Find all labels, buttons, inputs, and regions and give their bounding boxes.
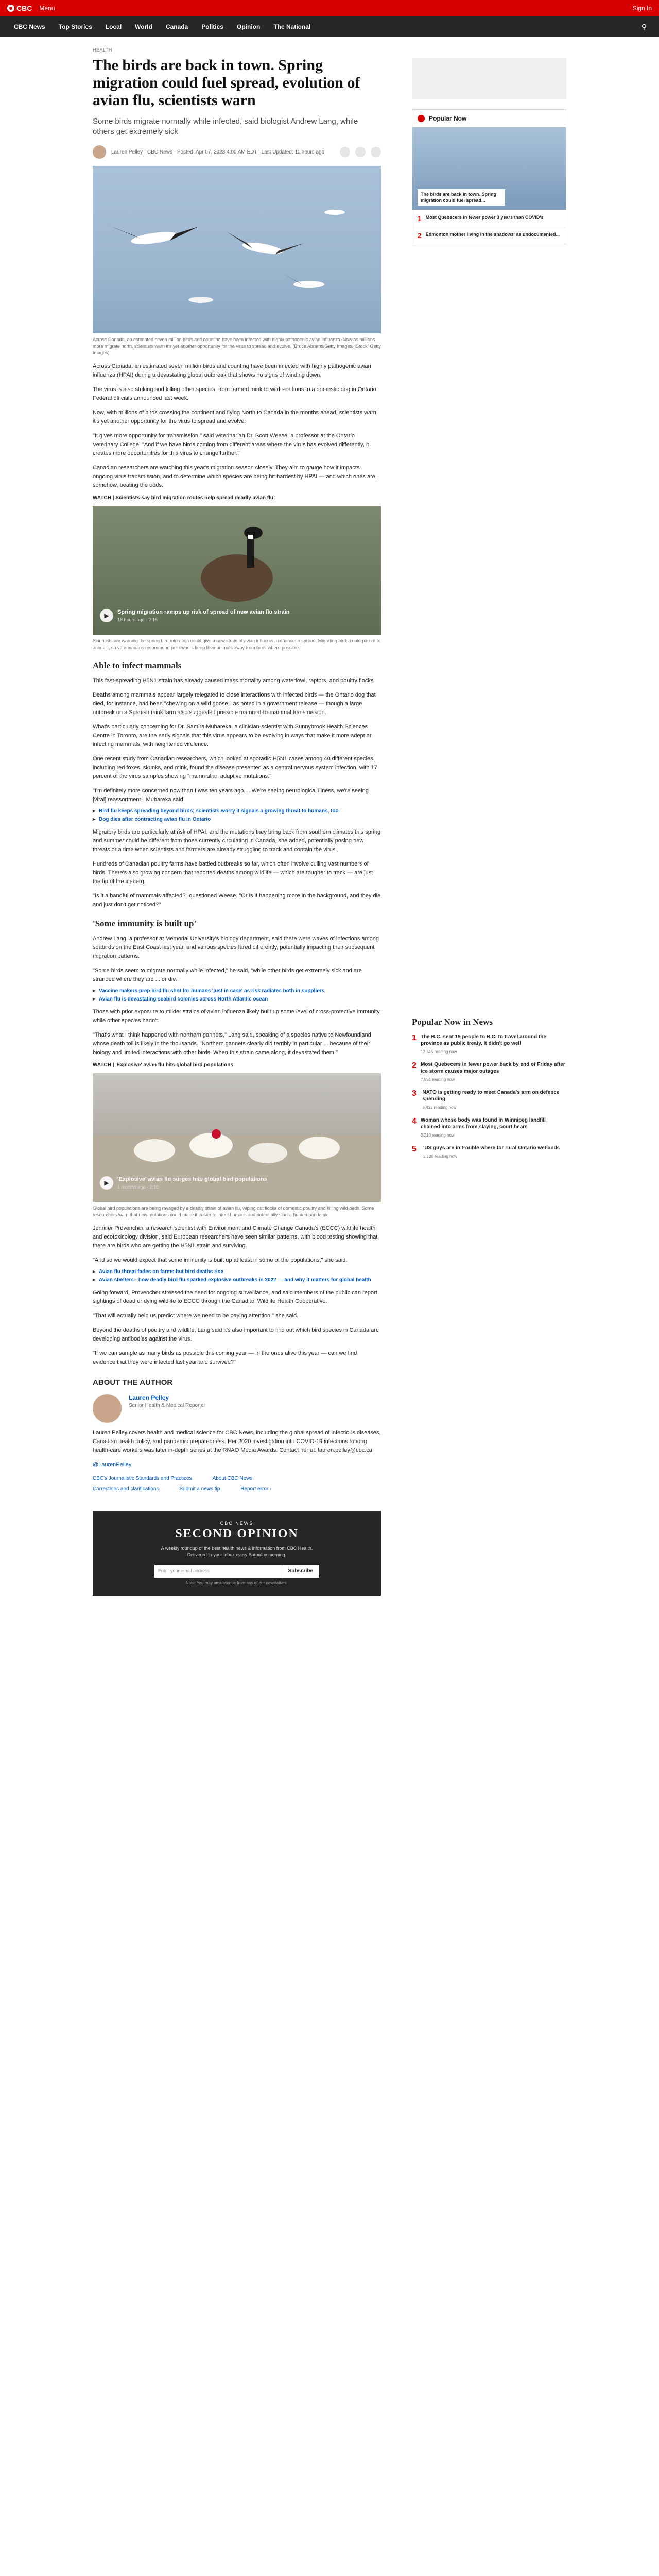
- video-caption: Global bird populations are being ravaged by a deadly strain of avian flu, wiping out flocks of domestic poultry and killing wild birds. Some researchers warn that new mutations could make it easier to infect humans and potentially start a human pandemic.: [93, 1206, 374, 1217]
- paragraph: Migratory birds are particularly at risk of HPAI, and the mutations they bring back from southern climates this spring and summer could be different from those currently circulating in Canada, she added, potentially posing new threats or a time when scientists and farmers are already struggling to track and contain the virus.: [93, 829, 381, 853]
- paragraph: "If we can sample as many birds as possible this coming year — in the ones alive this year — can we find evidence that they were infected last year and survived?": [93, 1350, 357, 1365]
- related-link[interactable]: ▸ Avian flu is devastating seabird colonies across North Atlantic ocean: [93, 996, 381, 1002]
- paragraph: "And so we would expect that some immunity is built up at least in some of the populations," she said.: [93, 1257, 348, 1263]
- standards-links: [93, 1486, 381, 1492]
- paragraph: Across Canada, an estimated seven million birds and counting have been infected with highly pathogenic avian influenza (HPAI) during a devastating global outbreak that shows no signs of winding down.: [93, 363, 371, 378]
- news-nav: [0, 16, 659, 37]
- play-icon[interactable]: ▶: [100, 1176, 113, 1190]
- paragraph: Now, with millions of birds crossing the continent and flying North to Canada in the months ahead, scientists warn it's yet another opportunity for the virus to spread and evolve.: [93, 410, 376, 425]
- related-links: [93, 1269, 381, 1283]
- author-avatar: [93, 145, 106, 159]
- related-links: [93, 808, 381, 822]
- related-link[interactable]: ▸ Avian shelters - how deadly bird flu sparked explosive outbreaks in 2022 — and why it matters for global health: [93, 1277, 381, 1283]
- cbc-gem-icon: [7, 5, 14, 12]
- nav-the-national[interactable]: The National: [273, 23, 311, 30]
- related-link[interactable]: ▸ Bird flu keeps spreading beyond birds; scientists worry it signals a growing threat to humans, too: [93, 808, 381, 814]
- sign-in-link[interactable]: Sign In: [632, 5, 652, 12]
- cbc-gem-icon: [418, 115, 425, 122]
- watch-label: WATCH | 'Explosive' avian flu hits global bird populations:: [93, 1062, 235, 1068]
- video-duration: 4 months ago · 2:10: [117, 1184, 159, 1190]
- chicken-farm-video-frame: [93, 1073, 381, 1202]
- popular-in-news-title: Popular Now in News: [412, 1017, 493, 1027]
- related-link[interactable]: ▸ Dog dies after contracting avian flu in Ontario: [93, 817, 381, 822]
- newsletter-legal: Note: You may unsubscribe from any of our newsletters.: [185, 1581, 288, 1585]
- section-label[interactable]: HEALTH: [93, 47, 112, 53]
- author-twitter: [93, 1461, 381, 1469]
- nav-politics[interactable]: Politics: [201, 23, 223, 30]
- snow-geese-image: [93, 166, 381, 333]
- page-wrap: [93, 37, 566, 2576]
- related-link[interactable]: ▸ Avian flu threat fades on farms but bird deaths rise: [93, 1269, 381, 1275]
- newsletter-brand: CBC NEWS: [220, 1521, 254, 1526]
- video-player[interactable]: [93, 1073, 381, 1202]
- popular-news-item[interactable]: 1 The B.C. sent 19 people to B.C. to travel around the province as public treaty. It didn't go well 12,345 reading now: [412, 1033, 546, 1054]
- facebook-share-icon[interactable]: [340, 147, 350, 157]
- newsletter-description: A weekly roundup of the best health news & information from CBC Health. Delivered to your inbox every Saturday morning.: [161, 1546, 313, 1557]
- popular-hero-title: The birds are back in town. Spring migration could fuel spread...: [418, 189, 505, 206]
- nav-world[interactable]: World: [135, 23, 152, 30]
- newsletter-signup: [93, 1511, 381, 1596]
- article: [93, 37, 381, 1596]
- goose-video-frame: [93, 506, 381, 635]
- menu-button[interactable]: Menu: [39, 5, 55, 12]
- lead-photo-caption: Across Canada, an estimated seven million birds and counting have been infected with highly pathogenic avian influenza. Now as millions more migrate north, scientists warn it's yet another opportunity for the virus to spread and evolve. (Bruce Abrams/Getty Images/ iStock/ Getty Images): [93, 337, 381, 355]
- twitter-share-icon[interactable]: [355, 147, 366, 157]
- newsletter-title: SECOND OPINION: [175, 1527, 299, 1540]
- popular-item[interactable]: 2 Edmonton mother living in the shadows' as undocumented...: [412, 227, 566, 244]
- paragraph: "It gives more opportunity for transmission," said veterinarian Dr. Scott Weese, a professor at the Ontario Veterinary College. "And if we have birds coming from different areas where the virus has evolved differently, it creates more opportunities for this virus to change further.": [93, 433, 369, 456]
- paragraph: The virus is also striking and killing other species, from farmed mink to wild sea lions to a domestic dog in Ontario. Federal officials announced last week.: [93, 386, 378, 401]
- headline: The birds are back in town. Spring migration could fuel spread, evolution of avian flu, scientists warn: [93, 57, 360, 109]
- share-tools: [340, 147, 381, 157]
- video-caption: Scientists are warning the spring bird migration could give a new strain of avian influenza a chance to spread. Migrating birds could pass it to animals, so veterinarians recommend pet owners keep their animals away from birds where possible.: [93, 638, 381, 650]
- deck: Some birds migrate normally while infected, said biologist Andrew Lang, while others get extremely sick: [93, 117, 358, 136]
- paragraph: What's particularly concerning for Dr. Samira Mubareka, a clinician-scientist with Sunnybrook Health Sciences Centre in Toronto, are the early signals that this virus appears to be evolving in ways that make it more adept at infecting mammals, with heightened virulence.: [93, 724, 371, 748]
- paragraph: Jennifer Provencher, a research scientist with Environment and Climate Change Canada's (ECCC) wildlife health and ecotoxicology division, said European researchers have seen similar patterns, with blood testing showing that there are birds who are getting the H5N1 strain and surviving.: [93, 1225, 378, 1249]
- nav-opinion[interactable]: Opinion: [236, 23, 261, 30]
- email-share-icon[interactable]: [371, 147, 381, 157]
- video-title: Spring migration ramps up risk of spread of new avian flu strain: [117, 609, 290, 615]
- about-cbc-news-link[interactable]: About CBC News: [212, 1476, 253, 1481]
- nav-top-stories[interactable]: Top Stories: [58, 23, 92, 30]
- jsp-link[interactable]: CBC's Journalistic Standards and Practices: [93, 1476, 192, 1481]
- paragraph: "I'm definitely more concerned now than I was ten years ago.... We're seeing neurological illness, we're seeing [viral] reassortment," Mubareka said.: [93, 788, 369, 803]
- news-tip-link[interactable]: Submit a news tip: [179, 1486, 220, 1492]
- newsletter-form: [154, 1565, 319, 1578]
- about-author-heading: ABOUT THE AUTHOR: [93, 1378, 173, 1387]
- video-duration: 18 hours ago · 2:15: [117, 617, 158, 622]
- paragraph: Those with prior exposure to milder strains of avian influenza likely built up some level of cross-protective immunity, while other species hadn't.: [93, 1009, 381, 1024]
- paragraph: Canadian researchers are watching this year's migration season closely. They aim to gauge how it impacts ongoing virus transmission, and to determine which species are being hit hardest by HPAI — and which ones are, somehow, beating the odds.: [93, 465, 377, 488]
- report-error-link[interactable]: Report error ›: [240, 1486, 272, 1492]
- related-link[interactable]: ▸ Vaccine makers prep bird flu shot for humans 'just in case' as risk radiates both in suppliers: [93, 988, 381, 994]
- subheading: 'Some immunity is built up': [93, 919, 197, 928]
- paragraph: "That's what I think happened with northern gannets," Lang said, speaking of a species native to Newfoundland whose death toll is likely in the thousands. "Northern gannets clearly did terribly in particular ... because of their biology and limited interactions with other birds. When this strain came along, it devastated them.": [93, 1032, 371, 1056]
- popular-news-item[interactable]: 3 NATO is getting ready to meet Canada's arm on defence spending 5,432 reading now: [412, 1089, 560, 1110]
- ad-slot: [412, 58, 566, 99]
- subscribe-button[interactable]: Subscribe: [282, 1565, 319, 1578]
- author-photo: [93, 1394, 122, 1423]
- popular-news-item[interactable]: 2 Most Quebecers in fewer power back by end of Friday after ice storm causes major outages 7,891 reading now: [412, 1061, 565, 1082]
- byline: [93, 145, 381, 159]
- play-icon[interactable]: ▶: [100, 609, 113, 622]
- paragraph: Andrew Lang, a professor at Memorial University's biology department, said there were waves of infections among seabirds on the East Coast last year, and various species fared differently, potentially impacting their subsequent migration patterns.: [93, 936, 379, 959]
- author-bio: Lauren Pelley covers health and medical science for CBC News, including the global spread of infectious diseases, Canadian health policy, and pandemic preparedness. Her 2020 investigation into COVID-19 infections among health-care workers was later in-depth series at the RNAO Media Awards. Contact her at: lauren.pelley@cbc.ca: [93, 1430, 381, 1453]
- related-links: [93, 988, 381, 1002]
- twitter-link[interactable]: @LaurenPelley: [93, 1462, 132, 1468]
- paragraph: One recent study from Canadian researchers, which looked at sporadic H5N1 cases among 40 different species including red foxes, skunks, and mink, found the disease presented as a central nervous system infection, with 17 percent of the virus samples showing "mammalian adaptive mutations.": [93, 756, 377, 779]
- lead-photo: [93, 166, 381, 333]
- popular-now-widget: [412, 109, 566, 244]
- paragraph: Going forward, Provencher stressed the need for ongoing surveillance, and said members of the public can report sightings of dead or dying wildlife to ECCC through the Canadian Wildlife Health Cooperative.: [93, 1290, 377, 1304]
- video-title: 'Explosive' avian flu surges hits global bird populations: [117, 1176, 267, 1182]
- paragraph: "That will actually help us predict where we need to be paying attention," she said.: [93, 1313, 299, 1319]
- paragraph: Deaths among mammals appear largely relegated to close interactions with infected birds — the Ontario dog that died, for instance, had been "chewing on a wild goose," as noted in a government release — though a large outbreak on a Spanish mink farm also suggested possible mammal-to-mammal transmission.: [93, 692, 376, 716]
- popular-news-item[interactable]: 4 Woman whose body was found in Winnipeg landfill chained into arms from slaying, court hears 3,210 reading now: [412, 1117, 546, 1138]
- paragraph: Beyond the deaths of poultry and wildlife, Lang said it's also important to find out which bird species in Canada are developing antibodies against the virus.: [93, 1327, 379, 1342]
- subheading: Able to infect mammals: [93, 660, 182, 670]
- popular-now-header: Popular Now: [412, 110, 566, 127]
- search-icon[interactable]: ⚲: [641, 22, 647, 31]
- corrections-link[interactable]: Corrections and clarifications: [93, 1486, 159, 1492]
- paragraph: This fast-spreading H5N1 strain has already caused mass mortality among waterfowl, raptors, and poultry flocks.: [93, 677, 375, 684]
- video-player[interactable]: [93, 506, 381, 635]
- popular-hero[interactable]: [412, 127, 566, 210]
- cbc-logo[interactable]: CBC: [7, 4, 32, 12]
- top-bar: [0, 0, 659, 16]
- standards-links: [93, 1476, 381, 1481]
- paragraph: Hundreds of Canadian poultry farms have battled outbreaks so far, which often involve culling vast numbers of birds. There's also growing concern that reported deaths among wildlife — which are tougher to track — are just the tip of the iceberg.: [93, 861, 373, 885]
- popular-in-news: [412, 1017, 566, 1160]
- email-input[interactable]: Enter your email address: [154, 1565, 282, 1578]
- author-box: [93, 1394, 381, 1423]
- sidebar: [412, 37, 566, 1160]
- watch-label: WATCH | Scientists say bird migration routes help spread deadly avian flu:: [93, 495, 275, 501]
- byline-text: Lauren Pelley · CBC News · Posted: Apr 07, 2023 4:00 AM EDT | Last Updated: 11 hours ago: [111, 149, 325, 155]
- popular-item[interactable]: 1 Most Quebecers in fewer power 3 years than COVID's: [412, 210, 566, 227]
- author-name[interactable]: Lauren Pelley: [129, 1394, 169, 1401]
- paragraph: "Is it a handful of mammals affected?" questioned Weese. "Or is it happening more in the background, and they die and just don't get noticed?": [93, 893, 381, 908]
- nav-cbc-news[interactable]: CBC News: [14, 23, 45, 30]
- paragraph: "Some birds seem to migrate normally while infected," he said, "while other birds get extremely sick and are stranded where they are ... or die.": [93, 968, 362, 982]
- nav-local[interactable]: Local: [105, 23, 122, 30]
- popular-news-item[interactable]: 5 'US guys are in trouble where for rural Ontario wetlands 2,109 reading now: [412, 1145, 560, 1159]
- nav-canada[interactable]: Canada: [165, 23, 188, 30]
- author-role: Senior Health & Medical Reporter: [129, 1403, 205, 1409]
